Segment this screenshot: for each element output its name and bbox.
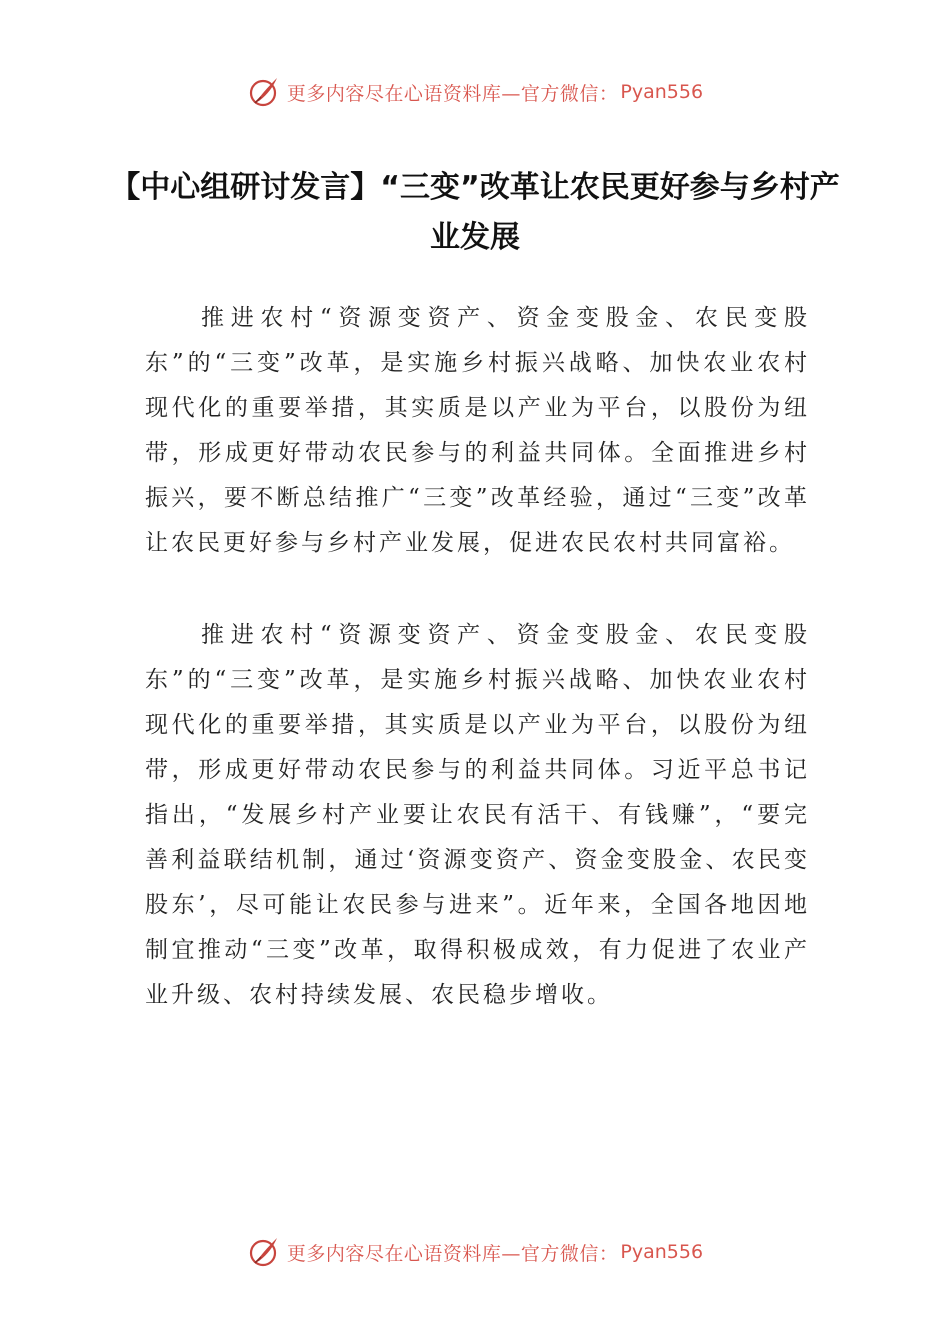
document-body [145,296,810,1065]
quill-pen-logo-icon [247,75,281,109]
footer-wechat-id: Pyan556 [620,1241,704,1263]
quill-pen-logo-icon [247,1235,281,1269]
footer-banner [0,1232,950,1272]
footer-banner-text: 更多内容尽在心语资料库—官方微信： [286,1242,619,1265]
paragraph-1: 推进农村“资源变资产、资金变股金、农民变股东”的“三变”改革，是实施乡村振兴战略、加快农业农村现代化的重要举措，其实质是以产业为平台，以股份为纽带，形成更好带动农民参与的利益共同体。全面推进乡村振兴，要不断总结推广“三变”改革经验，通过“三变”改革让农民更好参与乡村产业发展，促进农民农村共同富裕。 [145,305,810,556]
header-wechat-id: Pyan556 [620,81,704,103]
paragraph-2: 推进农村“资源变资产、资金变股金、农民变股东”的“三变”改革，是实施乡村振兴战略、加快农业农村现代化的重要举措，其实质是以产业为平台，以股份为纽带，形成更好带动农民参与的利益共同体。习近平总书记指出，“发展乡村产业要让农民有活干、有钱赚”，“要完善利益联结机制，通过‘资源变资产、资金变股金、农民变股东’，尽可能让农民参与进来”。近年来，全国各地因地制宜推动“三变”改革，取得积极成效，有力促进了农业产业升级、农村持续发展、农民稳步增收。 [145,622,810,1008]
header-banner-text: 更多内容尽在心语资料库—官方微信： [286,82,619,105]
header-banner [0,72,950,112]
document-title: 【中心组研讨发言】“三变”改革让农民更好参与乡村产业发展 [110,170,840,255]
